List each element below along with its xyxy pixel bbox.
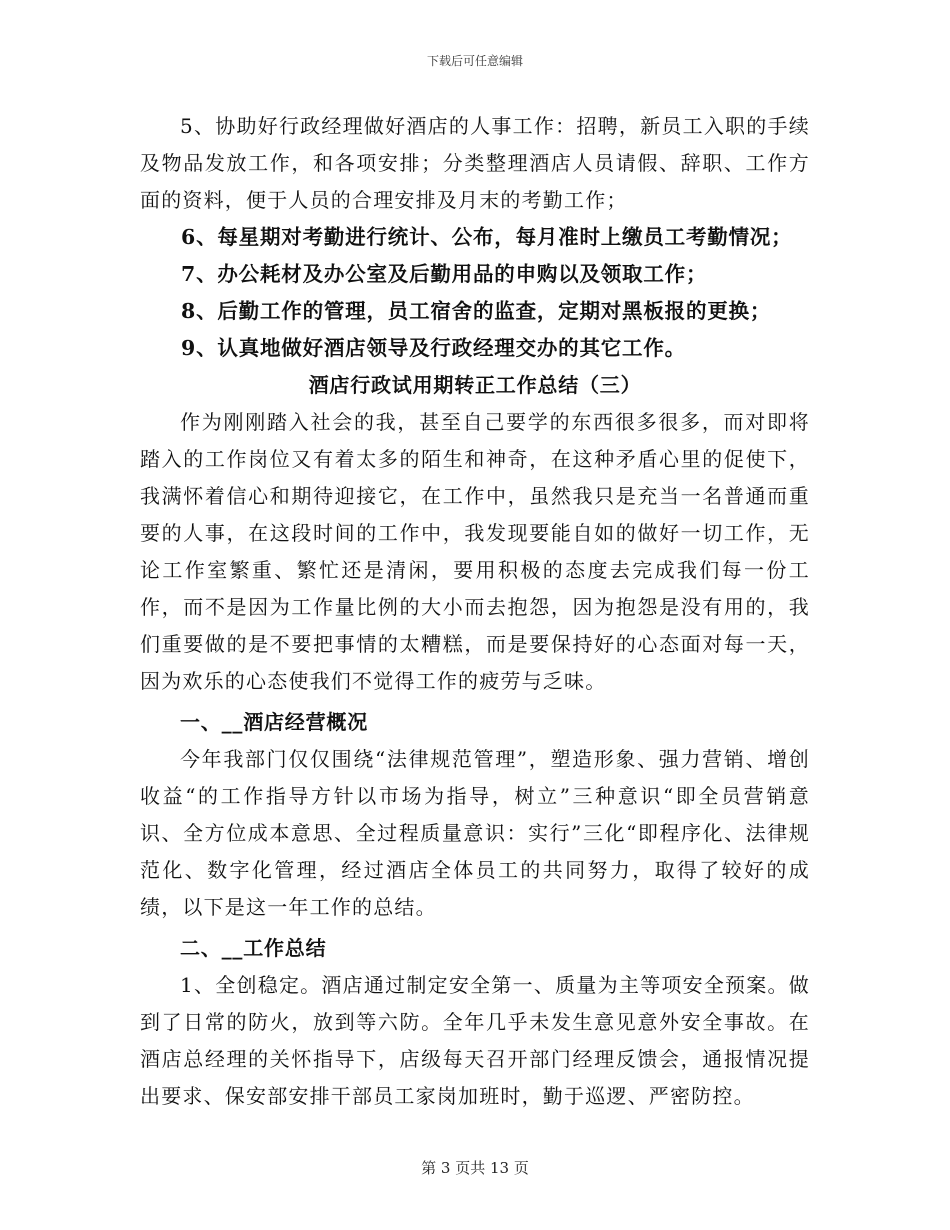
section-title: 酒店行政试用期转正工作总结（三） [308, 373, 642, 397]
paragraph-item-5: 5、协助好行政经理做好酒店的人事工作：招聘，新员工入职的手续及物品发放工作，和各项安排；分类整理酒店人员请假、辞职、工作方面的资料，便于人员的合理安排及月末的考勤工作； [140, 114, 810, 212]
intro-paragraph: 作为刚刚踏入社会的我，甚至自己要学的东西很多很多，而对即将踏入的工作岗位又有着太多的陌生和神奇，在这种矛盾心里的促使下，我满怀着信心和期待迎接它，在工作中，虽然我只是充当一名普通而重要的人事，在这段时间的工作中，我发现要能自如的做好一切工作，无论工作室繁重、繁忙还是清闲，要用积极的态度去完成我们每一份工作，而不是因为工作量比例的大小而去抱怨，因为抱怨是没有用的，我们重要做的是不要把事情的太糟糕，而是要保持好的心态面对每一天，因为欢乐的心态使我们不觉得工作的疲劳与乏味。 [140, 410, 810, 693]
heading-business-overview: 一、__酒店经营概况 [180, 710, 368, 734]
document-body [140, 108, 810, 1115]
page-footer-number: 第 3 页共 13 页 [421, 1159, 529, 1177]
work-summary-paragraph: 1、全创稳定。酒店通过制定安全第一、质量为主等项安全预案。做到了日常的防火，放到等六防。全年几乎未发生意见意外安全事故。在酒店总经理的关怀指导下，店级每天召开部门经理反馈会，通报情况提出要求、保安部安排干部员工家岗加班时，勤于巡逻、严密防控。 [140, 973, 810, 1108]
list-item-6: 6、每星期对考勤进行统计、公布，每月准时上缴员工考勤情况； [181, 225, 793, 249]
heading-work-summary: 二、__工作总结 [180, 936, 327, 960]
business-overview-paragraph: 今年我部门仅仅围绕“法律规范管理”，塑造形象、强力营销、增创收益“的工作指导方针以市场为指导，树立”三种意识“即全员营销意识、全方位成本意思、全过程质量意识：实行”三化“即程序化、法律规范化、数字化管理，经过酒店全体员工的共同努力，取得了较好的成绩，以下是这一年工作的总结。 [140, 747, 810, 919]
list-item-7: 7、办公耗材及办公室及后勤用品的申购以及领取工作； [181, 262, 708, 286]
list-item-8: 8、后勤工作的管理，员工宿舍的监查，定期对黑板报的更换； [181, 299, 772, 323]
page-header-note: 下载后可任意编辑 [426, 54, 523, 68]
list-item-9: 9、认真地做好酒店领导及行政经理交办的其它工作。 [181, 336, 686, 360]
